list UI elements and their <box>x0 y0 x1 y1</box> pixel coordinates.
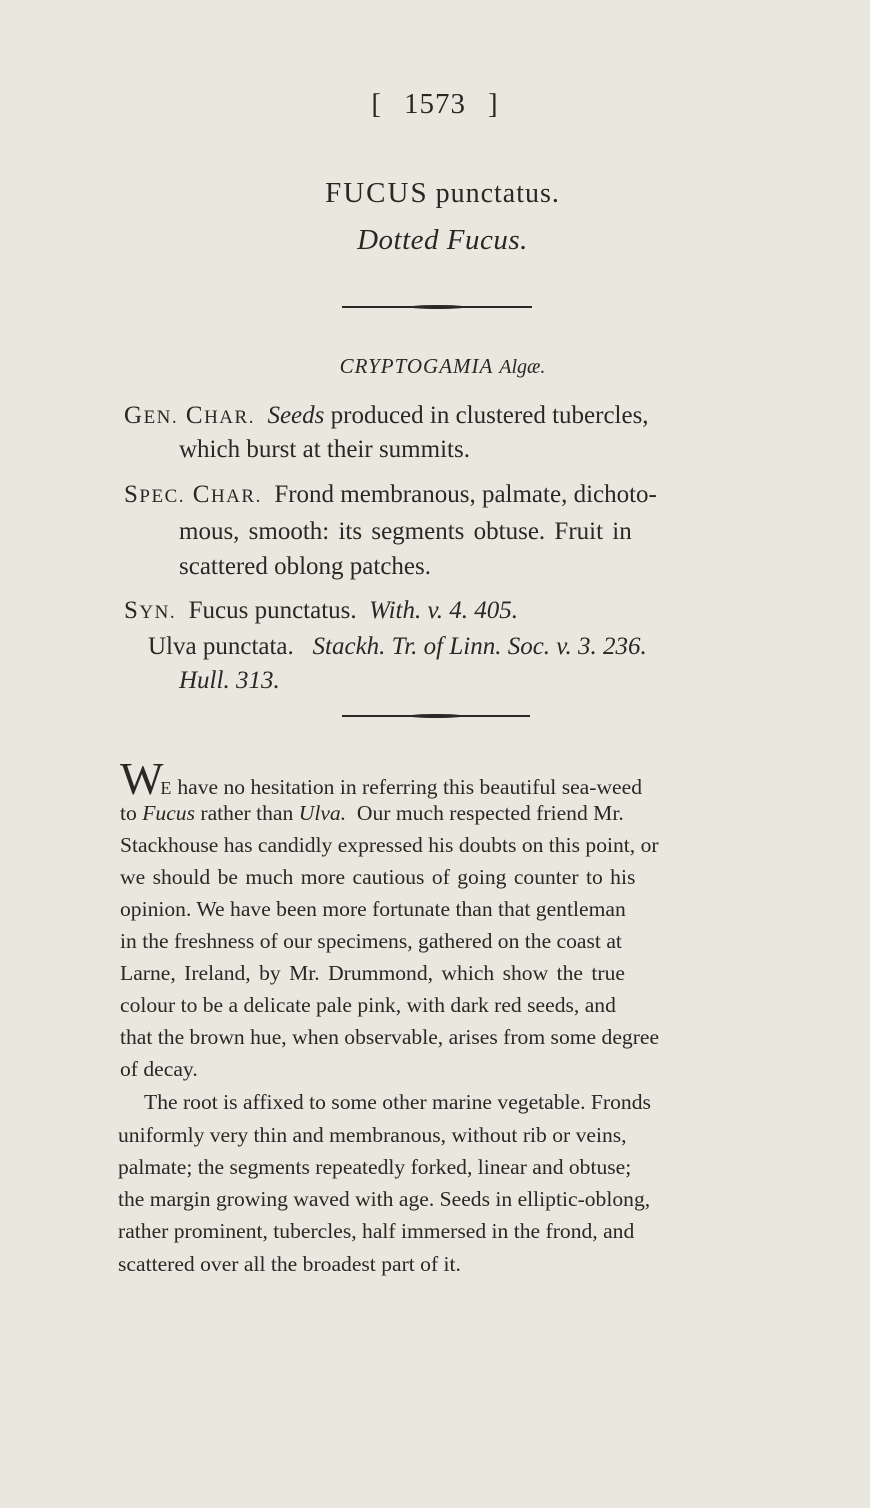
paragraph-2-line-2: uniformly very thin and membranous, without rib or veins, <box>118 1123 627 1147</box>
synonym-line-2 <box>148 630 647 664</box>
paragraph-2-line-1: The root is affixed to some other marine vegetable. Fronds <box>144 1090 651 1114</box>
class-name: CRYPTOGAMIA <box>339 354 493 378</box>
ornamental-rule-bottom <box>342 715 530 717</box>
gen-char-line-2: which burst at their summits. <box>179 436 470 463</box>
paragraph-1-line-3: Stackhouse has candidly expressed his doubts on this point, or <box>120 833 659 857</box>
spec-char-line-3: scattered oblong patches. <box>179 553 431 580</box>
paragraph-1-line-5: opinion. We have been more fortunate than that gentleman <box>120 897 626 921</box>
order-name: Algæ. <box>499 356 546 378</box>
paragraph-1-line-6: in the freshness of our specimens, gathered on the coast at <box>120 929 622 953</box>
spec-char-label: SPEC. CHAR. <box>124 481 262 508</box>
synonym-line-1 <box>124 594 518 630</box>
spec-char-line-1 <box>124 478 657 514</box>
genus-fucus-italic: Fucus <box>142 801 195 825</box>
syn-label: SYN. <box>124 597 177 624</box>
synonym-1-reference: With. v. 4. 405. <box>369 597 518 624</box>
synonym-2-name: Ulva punctata. <box>148 633 294 660</box>
synonym-2-reference: Stackh. Tr. of Linn. Soc. v. 3. 236. <box>312 633 647 660</box>
spec-char-text-1: Frond membranous, palmate, dichoto- <box>274 481 657 508</box>
paragraph-1-line-7: Larne, Ireland, by Mr. Drummond, which show the true <box>120 961 625 985</box>
paragraph-1-line-4: we should be much more cautious of going counter to his <box>120 865 636 889</box>
classification <box>0 354 870 379</box>
page-number <box>0 88 870 121</box>
close-bracket: ] <box>488 88 499 120</box>
gen-char-first-word: Seeds <box>267 402 325 429</box>
species-title <box>0 177 870 210</box>
common-name: Dotted Fucus. <box>357 224 528 256</box>
drop-cap: W <box>120 753 161 804</box>
genus-ulva-italic: Ulva. <box>298 801 347 825</box>
drop-cap-smallcap: E <box>160 778 172 798</box>
page-number-value: 1573 <box>404 88 466 120</box>
ornamental-rule-top <box>342 306 532 308</box>
paragraph-1-line-1: WE have no hesitation in referring this beautiful sea-weed <box>120 753 643 804</box>
paragraph-1-line-10: of decay. <box>120 1057 198 1081</box>
genus-name: FUCUS <box>325 177 429 209</box>
paragraph-2-line-5: rather prominent, tubercles, half immersed in the frond, and <box>118 1219 635 1243</box>
gen-char-line-1 <box>124 399 649 435</box>
species-epithet: punctatus. <box>435 178 560 209</box>
paragraph-1-line-2: to Fucus rather than Ulva. Our much respected friend Mr. <box>120 801 624 825</box>
paragraph-2-line-6: scattered over all the broadest part of it. <box>118 1252 461 1276</box>
open-bracket: [ <box>371 88 382 120</box>
paragraph-1-line-8: colour to be a delicate pale pink, with dark red seeds, and <box>120 993 616 1017</box>
gen-char-text: produced in clustered tubercles, <box>330 402 649 429</box>
paragraph-1-line-9: that the brown hue, when observable, arises from some degree <box>120 1025 660 1049</box>
spec-char-line-2: mous, smooth: its segments obtuse. Fruit in <box>179 518 632 545</box>
gen-char-label: GEN. CHAR. <box>124 402 255 429</box>
paragraph-2-line-3: palmate; the segments repeatedly forked, linear and obtuse; <box>118 1155 632 1179</box>
synonym-3-reference: Hull. 313. <box>179 667 280 694</box>
synonym-1-name: Fucus punctatus. <box>188 597 357 624</box>
paragraph-2-line-4: the margin growing waved with age. Seeds in elliptic-oblong, <box>118 1187 651 1211</box>
